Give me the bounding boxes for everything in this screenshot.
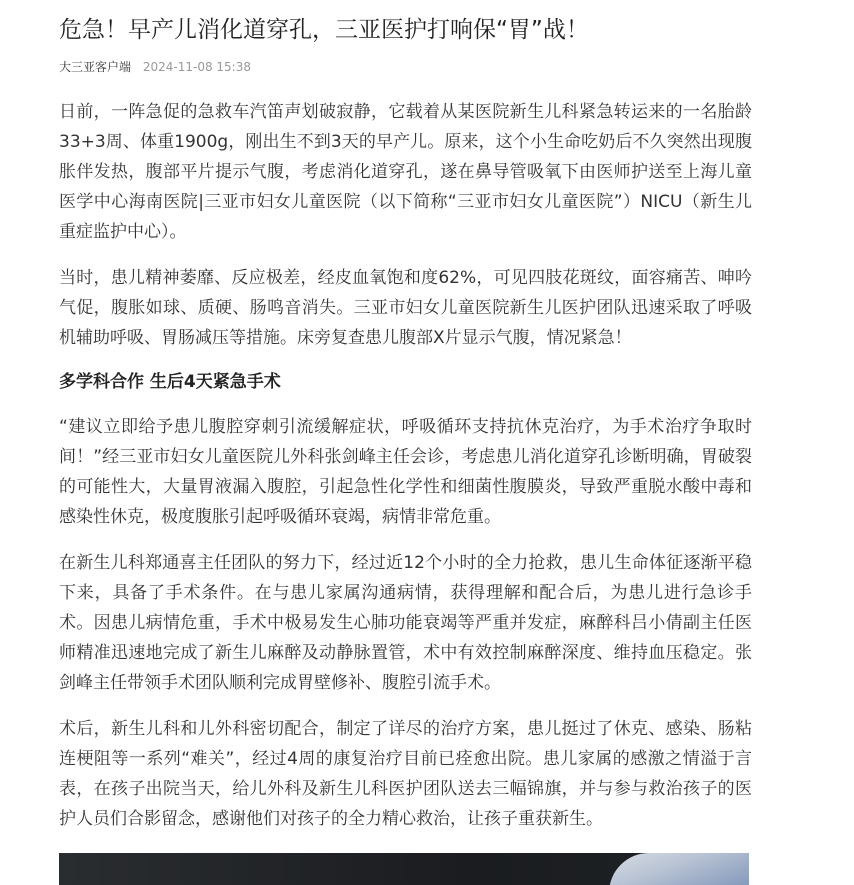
paragraph-1: 日前，一阵急促的急救车汽笛声划破寂静，它载着从某医院新生儿科紧急转运来的一名胎龄33+3周、体重1900g，刚出生不到3天的早产儿。原来，这个小生命吃奶后不久突然出现腹胀伴发热，腹部平片提示气腹，考虑消化道穿孔，遂在鼻导管吸氧下由医师护送至上海儿童医学中心海南医院|三亚市妇女儿童医院（以下简称“三亚市妇女儿童医院”）NICU（新生儿重症监护中心）。 <box>59 102 752 242</box>
paragraph-2: 当时，患儿精神萎靡、反应极差，经皮血氧饱和度62%，可见四肢花斑纹，面容痛苦、呻吟气促，腹胀如球、质硬、肠鸣音消失。三亚市妇女儿童医院新生儿医护团队迅速采取了呼吸机辅助呼吸、胃肠减压等措施。床旁复查患儿腹部X片显示气腹，情况紧急！ <box>59 268 752 348</box>
section-heading: 多学科合作 生后4天紧急手术 <box>59 372 281 392</box>
article-source[interactable]: 大三亚客户端 <box>59 60 132 74</box>
article-meta <box>59 58 251 76</box>
article-photo <box>59 853 749 885</box>
article-body <box>59 97 752 850</box>
article-title: 危急！早产儿消化道穿孔，三亚医护打响保“胃”战！ <box>59 17 589 43</box>
paragraph-3: “建议立即给予患儿腹腔穿刺引流缓解症状，呼吸循环支持抗休克治疗，为手术治疗争取时间！”经三亚市妇女儿童医院儿外科张剑峰主任会诊，考虑患儿消化道穿孔诊断明确，胃破裂的可能性大，大量胃液漏入腹腔，引起急性化学性和细菌性腹膜炎，导致严重脱水酸中毒和感染性休克，极度腹胀引起呼吸循环衰竭，病情非常危重。 <box>59 417 752 527</box>
paragraph-4: 在新生儿科郑通喜主任团队的努力下，经过近12个小时的全力抢救，患儿生命体征逐渐平稳下来，具备了手术条件。在与患儿家属沟通病情，获得理解和配合后，为患儿进行急诊手术。因患儿病情危重，手术中极易发生心肺功能衰竭等严重并发症，麻醉科吕小倩副主任医师精准迅速地完成了新生儿麻醉及动静脉置管，术中有效控制麻醉深度、维持血压稳定。张剑峰主任带领手术团队顺利完成胃壁修补、腹腔引流手术。 <box>59 553 752 693</box>
photo-blue-glove <box>609 853 749 885</box>
paragraph-5: 术后，新生儿科和儿外科密切配合，制定了详尽的治疗方案，患儿挺过了休克、感染、肠粘连梗阻等一系列“难关”，经过4周的康复治疗目前已痊愈出院。患儿家属的感激之情溢于言表，在孩子出院当天，给儿外科及新生儿科医护团队送去三幅锦旗，并与参与救治孩子的医护人员们合影留念，感谢他们对孩子的全力精心救治，让孩子重获新生。 <box>59 719 752 829</box>
article-time: 2024-11-08 15:38 <box>142 60 251 74</box>
